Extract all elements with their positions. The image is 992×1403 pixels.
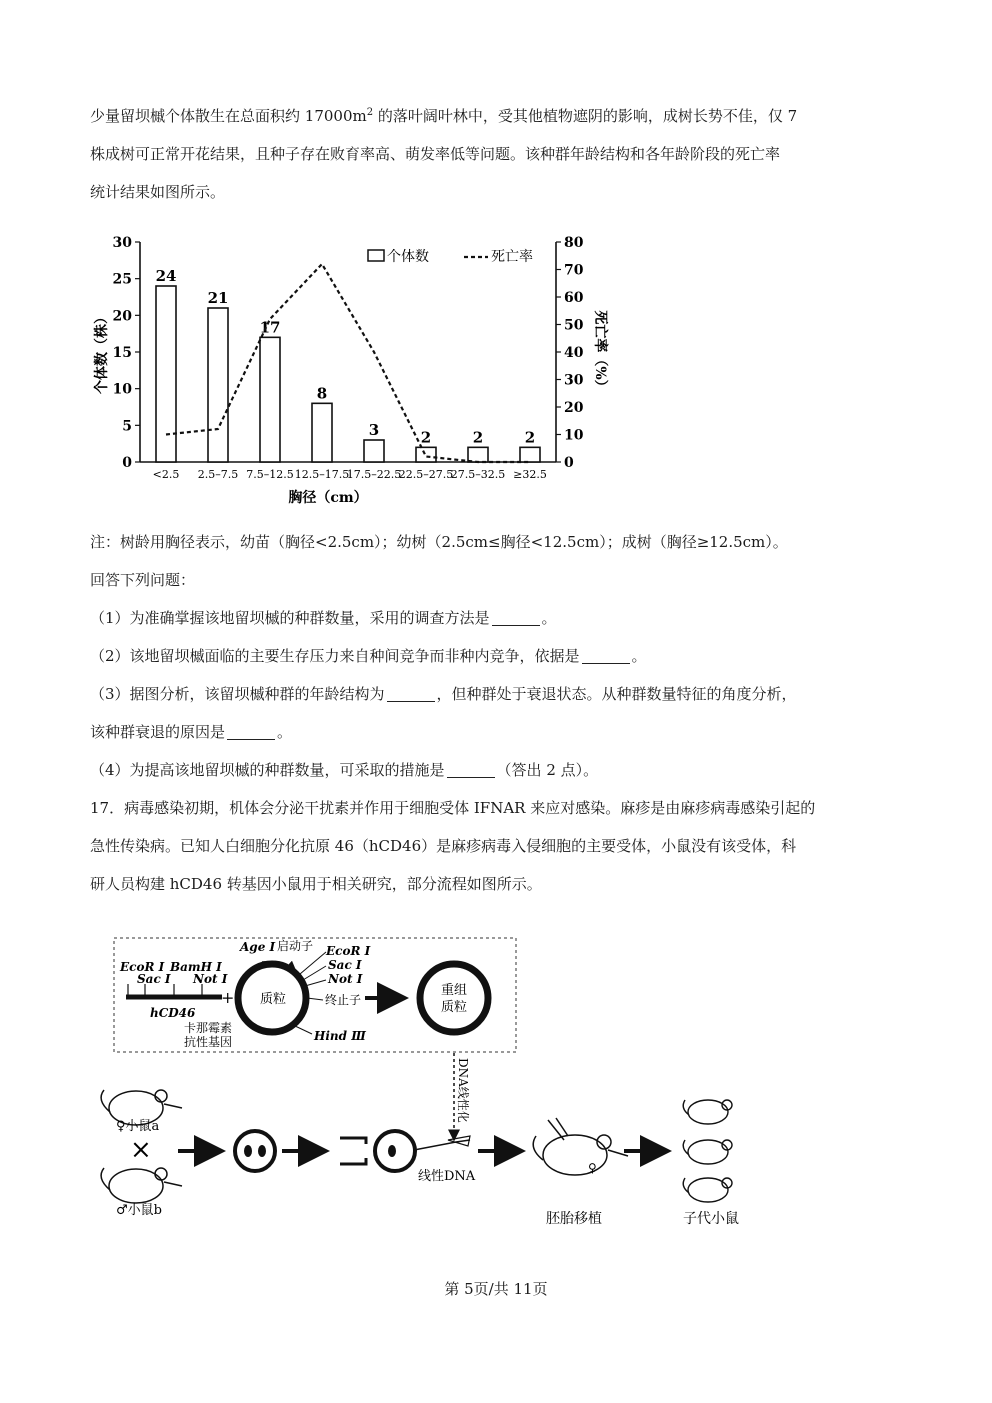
recombinant-label-2: 质粒	[441, 1000, 468, 1015]
saci-right-label: Sac I	[328, 958, 362, 972]
y2-tick-label: 0	[564, 455, 574, 471]
leader-line	[300, 952, 326, 974]
y-tick-label: 30	[112, 235, 132, 251]
kanamycin-label-1: 卡那霉素	[184, 1021, 233, 1035]
bar-value-label: 3	[368, 421, 380, 439]
page-footer: 第 5页/共 11页	[444, 1280, 548, 1298]
y-tick-label: 5	[122, 418, 132, 435]
answer-blank-2[interactable]	[582, 645, 630, 664]
y-tick-label: 10	[112, 381, 132, 398]
y2-tick-label: 40	[564, 345, 584, 361]
legend-bar-label: 个体数	[387, 249, 429, 265]
bar-1	[208, 308, 228, 462]
hindiii-label: Hind Ⅲ	[314, 1029, 366, 1043]
age-structure-chart	[86, 228, 606, 518]
mouse-b-label: ♂小鼠b	[116, 1203, 162, 1218]
leader-line	[293, 1025, 312, 1034]
bar-value-label: 2	[420, 428, 432, 447]
saci-left-label: Sac I	[137, 972, 171, 986]
plasmid-label: 质粒	[260, 992, 287, 1007]
x-tick-label: <2.5	[152, 468, 180, 481]
promoter-label: 启动子	[277, 939, 314, 953]
bamhi-label: BamH I	[170, 960, 222, 974]
bar-value-label: 24	[155, 267, 177, 285]
bar-0	[156, 286, 176, 462]
x-tick-label: 17.5–22.5	[346, 468, 402, 481]
y-tick-label: 15	[112, 345, 132, 361]
chart-note: 注：树龄用胸径表示，幼苗（胸径<2.5cm）；幼树（2.5cm≤胸径<12.5cm）；成树（胸径≥12.5cm）。	[90, 533, 788, 551]
terminator-label: 终止子	[325, 993, 362, 1007]
agei-label: Age I	[240, 940, 276, 954]
question-3-cont: 该种群衰退的原因是 。	[90, 723, 293, 741]
question-1: （1）为准确掌握该地留坝槭的种群数量，采用的调查方法是 。	[90, 609, 557, 627]
question-17-line-2: 急性传染病。已知人白细胞分化抗原 46（hCD46）是麻疹病毒入侵细胞的主要受体，小鼠没有该受体，科	[90, 837, 797, 855]
y2-tick-label: 20	[564, 400, 584, 416]
answer-blank-1[interactable]	[492, 607, 540, 626]
noti-right-label: Not I	[328, 972, 363, 986]
bar-7	[520, 447, 540, 462]
intro-line-3: 统计结果如图所示。	[90, 183, 226, 201]
x-tick-label: 27.5–32.5	[450, 468, 506, 481]
x-tick-label: 2.5–7.5	[197, 468, 239, 481]
y2-tick-label: 80	[564, 235, 584, 251]
questions-prompt: 回答下列问题：	[90, 571, 196, 589]
answer-blank-4[interactable]	[447, 759, 495, 778]
linear-dna-label: 线性DNA	[418, 1169, 476, 1184]
bar-2	[260, 337, 280, 462]
bar-value-label: 17	[259, 318, 281, 337]
bar-value-label: 8	[316, 384, 328, 403]
holding-pipette-icon	[340, 1138, 366, 1164]
question-17-line-3: 研人员构建 hCD46 转基因小鼠用于相关研究，部分流程如图所示。	[90, 875, 542, 893]
question-2: （2）该地留坝槭面临的主要生存压力来自种间竞争而非种内竞争，依据是 。	[90, 647, 647, 665]
y2-tick-label: 60	[564, 290, 584, 306]
injected-egg-icon	[375, 1131, 415, 1171]
bar-6	[468, 447, 488, 462]
y2-tick-label: 10	[564, 427, 584, 444]
legend-line-label: 死亡率	[491, 249, 533, 265]
cross-sign: ×	[130, 1135, 152, 1165]
x-tick-label: ≥32.5	[513, 468, 547, 481]
y-tick-label: 0	[122, 455, 132, 471]
question-17-line-1: 17．病毒感染初期，机体会分泌干扰素并作用于细胞受体 IFNAR 来应对感染。麻疹是由麻疹病毒感染引起的	[90, 799, 816, 817]
bar-5	[416, 447, 436, 462]
y-tick-label: 25	[112, 271, 132, 288]
linearization-label: DNA线性化	[456, 1058, 470, 1123]
answer-blank-3b[interactable]	[227, 721, 275, 740]
female-symbol: ♀	[588, 1161, 597, 1175]
y-axis-label: 个体数（株）	[94, 310, 110, 394]
bar-value-label: 2	[524, 428, 536, 447]
x-tick-label: 12.5–17.5	[294, 468, 350, 481]
intro-paragraph	[90, 94, 910, 211]
bar-4	[364, 440, 384, 462]
hcd46-label: hCD46	[150, 1006, 196, 1020]
intro-line-2: 株成树可正常开花结果，且种子存在败育率高、萌发率低等问题。该种群年龄结构和各年龄阶段的死亡率	[90, 145, 781, 163]
question-4: （4）为提高该地留坝槭的种群数量，可采取的措施是 （答出 2 点）。	[90, 761, 599, 779]
ecori-left-label: EcoR I	[120, 960, 165, 974]
legend-bar-swatch	[368, 250, 384, 261]
y2-tick-label: 70	[564, 262, 584, 279]
y2-tick-label: 50	[564, 317, 584, 334]
bar-3	[312, 403, 332, 462]
y-tick-label: 20	[112, 308, 132, 325]
questions-block	[90, 523, 910, 903]
intro-line-1: 少量留坝槭个体散生在总面积约 $17000m^2$ 的落叶阔叶林中，受其他植物遮阴的影响，成树长势不佳，仅 7	[90, 107, 798, 125]
surrogate-mouse-icon	[533, 1118, 628, 1175]
offspring-mice-icon	[683, 1100, 732, 1202]
bar-value-label: 21	[207, 289, 229, 307]
recombinant-plasmid-ring	[420, 964, 488, 1032]
y2-axis-label: 死亡率（%）	[592, 310, 608, 394]
bar-value-label: 2	[472, 428, 484, 447]
plus-sign: +	[221, 988, 235, 1007]
recombinant-label-1: 重组	[441, 983, 468, 998]
x-tick-label: 22.5–27.5	[398, 468, 454, 481]
noti-left-label: Not I	[193, 972, 228, 986]
answer-blank-3a[interactable]	[387, 683, 435, 702]
embryo-transfer-label: 胚胎移植	[546, 1211, 602, 1227]
ecori-right-label: EcoR I	[326, 944, 371, 958]
x-axis-label: 胸径（cm）	[288, 490, 368, 506]
mouse-a-label: ♀小鼠a	[116, 1119, 160, 1134]
fertilized-egg-icon	[235, 1131, 275, 1171]
transgenic-workflow-diagram	[0, 930, 992, 1240]
offspring-label: 子代小鼠	[683, 1211, 739, 1227]
leader-line	[305, 980, 326, 986]
question-3: （3）据图分析，该留坝槭种群的年龄结构为 ，但种群处于衰退状态。从种群数量特征的角度分析，	[90, 685, 797, 703]
x-tick-label: 7.5–12.5	[246, 468, 294, 481]
kanamycin-label-2: 抗性基因	[184, 1035, 233, 1049]
mouse-b-icon	[101, 1168, 182, 1203]
y2-tick-label: 30	[564, 372, 584, 389]
injection-needle	[414, 1140, 470, 1150]
